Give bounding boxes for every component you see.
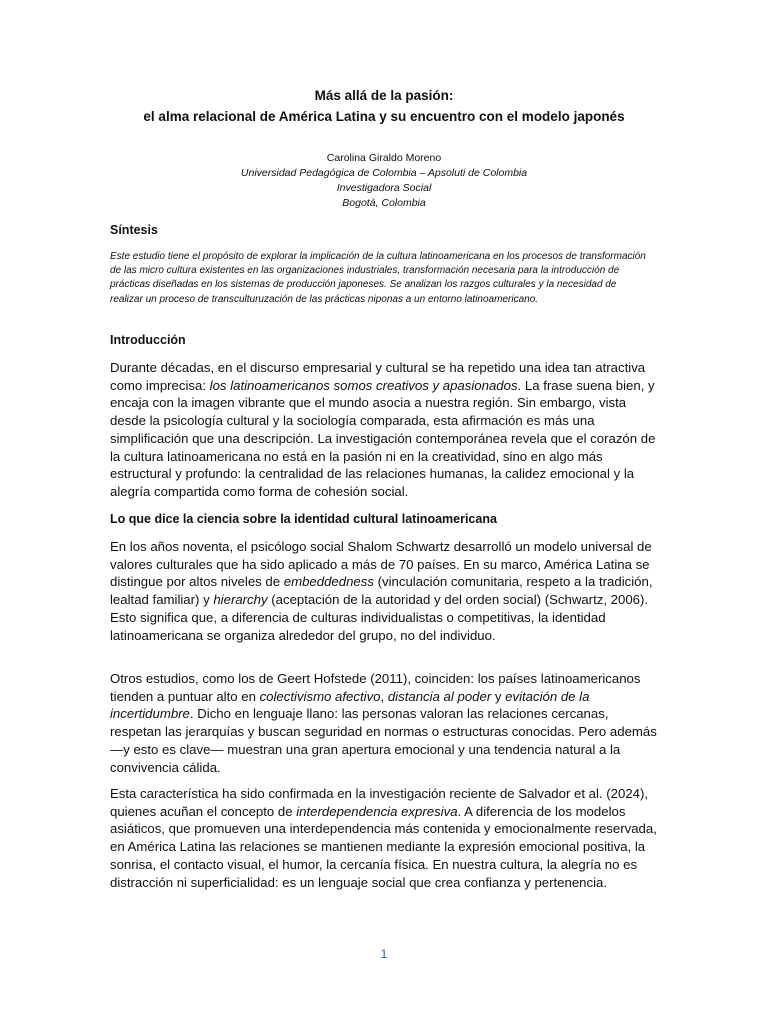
emphasis-run: distancia al poder bbox=[387, 688, 492, 704]
text-run: , bbox=[380, 688, 388, 704]
ciencia-heading: Lo que dice la ciencia sobre la identidad cultural latinoamericana bbox=[110, 512, 497, 526]
author-name: Carolina Giraldo Moreno bbox=[326, 152, 442, 164]
emphasis-run: hierarchy bbox=[213, 592, 268, 608]
text-run: . A diferencia de los modelos asiáticos, que promueven una interdependencia más contenida y emocionalmente reservada, en América Latina las relaciones se mantienen mediante la expresión emocional positiva, la sonrisa, el contacto visual, el humor, la cercanía física. En nuestra cultura, la alegría no es distracción ni superficialidad: es un lenguaje social que crea confianza y pertenencia. bbox=[110, 803, 657, 890]
emphasis-run: evitación de la incertidumbre bbox=[110, 688, 590, 722]
text-run: y bbox=[491, 688, 506, 704]
author-block bbox=[0, 151, 768, 211]
author-location: Bogotá, Colombia bbox=[342, 197, 426, 209]
title-line-2: el alma relacional de América Latina y su encuentro con el modelo japonés bbox=[143, 109, 625, 124]
introduccion-paragraph bbox=[110, 359, 658, 501]
text-run: Esta característica ha sido confirmada en la investigación reciente de Salvador et al. (2024), quienes acuñan el concepto de bbox=[110, 786, 649, 819]
text-run: . La frase suena bien, y encaja con la imagen vibrante que el mundo asocia a nuestra región. Sin embargo, vista desde la psicología cultural y la sociología comparada, esta afirmación es más una simplificación que una descripción. La investigación contemporánea revela que el corazón de la cultura latinoamericana no está en la pasión ni en la creatividad, sino en algo más estructural y profundo: la centralidad de las relaciones humanas, la calidez emocional y la alegría compartida como forma de cohesión social. bbox=[110, 377, 656, 499]
text-run: . Dicho en lenguaje llano: las personas valoran las relaciones cercanas, respetan las jerarquías y buscan seguridad en normas o estructuras conocidas. Pero además —y esto es clave— muestran una gran apertura emocional y una tendencia natural a la convivencia cálida. bbox=[110, 706, 657, 775]
ciencia-paragraph-2 bbox=[110, 670, 658, 776]
page-number: 1 bbox=[380, 947, 388, 961]
text-run: Durante décadas, en el discurso empresarial y cultural se ha repetido una idea tan atractiva como imprecisa: bbox=[110, 360, 646, 393]
text-run: (aceptación de la autoridad y del orden social) (Schwartz, 2006). Esto significa que, a diferencia de culturas individualistas o competitivas, la identidad latinoamericana se organiza alrededor del grupo, no del individuo. bbox=[110, 592, 649, 643]
title-block bbox=[0, 85, 768, 127]
text-run: En los años noventa, el psicólogo social Shalom Schwartz desarrolló un modelo universal de valores culturales que ha sido aplicado a más de 70 países. En su marco, América Latina se distingue por altos niveles de bbox=[110, 539, 652, 590]
ciencia-paragraph-1 bbox=[110, 538, 658, 644]
emphasis-run: embeddedness bbox=[283, 574, 374, 590]
text-run: Otros estudios, como los de Geert Hofstede (2011), coinciden: los países latinoamericanos tienden a puntuar alto en bbox=[110, 671, 641, 704]
sintesis-heading: Síntesis bbox=[110, 223, 158, 237]
ciencia-paragraph-3 bbox=[110, 785, 658, 891]
sintesis-text: Este estudio tiene el propósito de explorar la implicación de la cultura latinoamericana en los procesos de transformación de las micro cultura existentes en las organizaciones industriales, transformación necesaria para la introducción de prácticas diseñadas en los sistemas de producción japoneses. Se analizan los razgos culturales y la necesidad de realizar un proceso de transculturuzación de las prácticas niponas a un entorno latinoamericano. bbox=[110, 251, 646, 305]
author-affiliation: Universidad Pedagógica de Colombia – Apsoluti de Colombia bbox=[240, 167, 528, 179]
text-run: (vinculación comunitaria, respeto a la tradición, lealtad familiar) y bbox=[110, 574, 653, 608]
title-line-1: Más allá de la pasión: bbox=[314, 88, 454, 103]
author-role: Investigadora Social bbox=[336, 182, 432, 194]
emphasis-run: interdependencia expresiva bbox=[296, 803, 458, 819]
introduccion-heading: Introducción bbox=[110, 333, 186, 347]
emphasis-run: los latinoamericanos somos creativos y apasionados bbox=[209, 377, 518, 393]
emphasis-run: colectivismo afectivo bbox=[259, 688, 381, 704]
